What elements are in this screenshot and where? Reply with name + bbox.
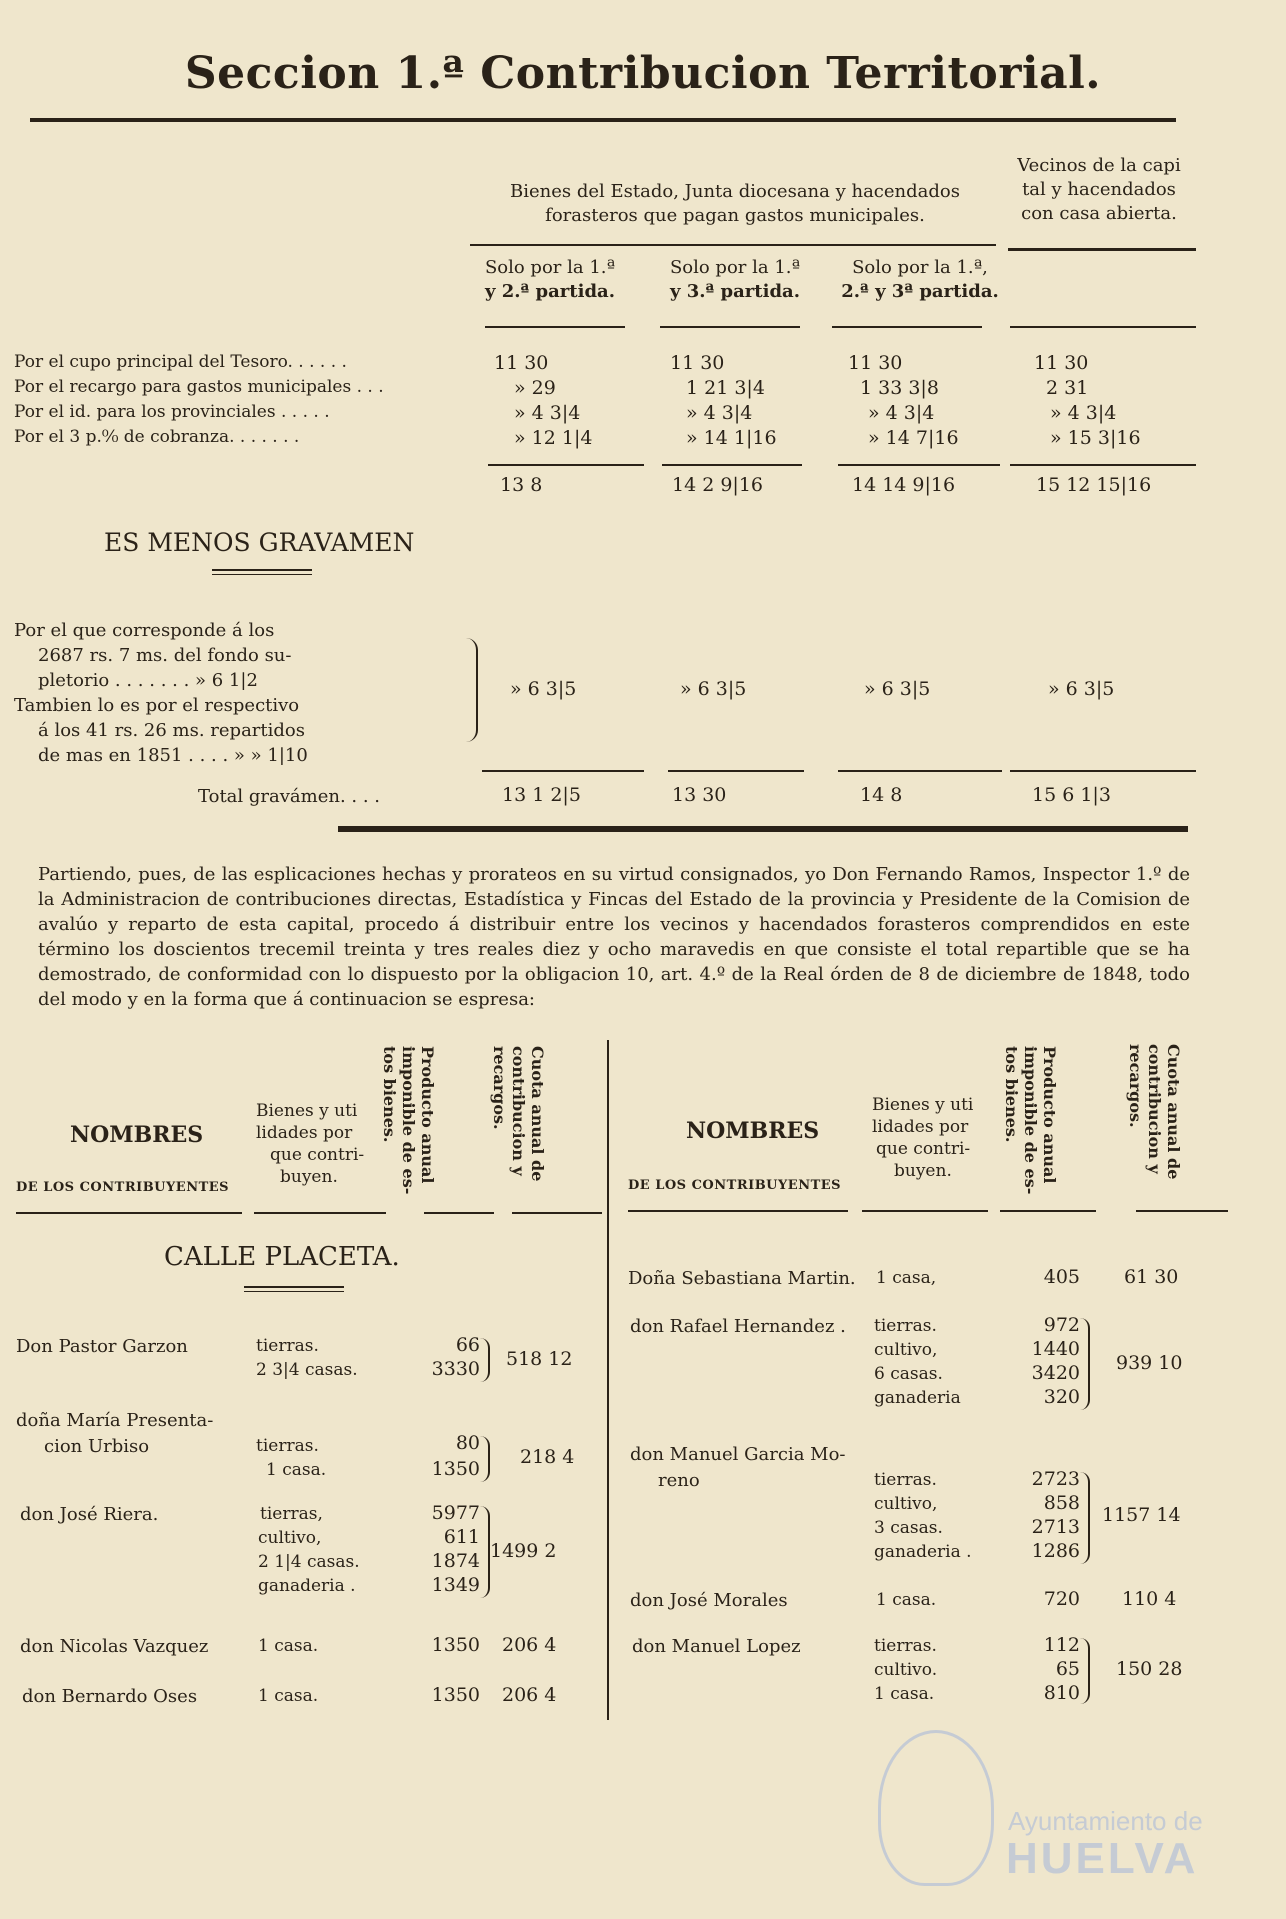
sum-rule: [488, 464, 644, 466]
producto-header: Producto anual imponible de es-tos bienes.: [380, 1046, 437, 1195]
item-value: 1350: [431, 1684, 480, 1706]
watermark-line: HUELVA: [1006, 1834, 1199, 1883]
row-value: 11 30: [494, 352, 549, 374]
total-rule: [838, 770, 1002, 772]
group-rule-2: [1008, 248, 1196, 251]
row-value: 1 33 3|8: [860, 377, 939, 399]
cuota-value: 518 12: [506, 1348, 573, 1370]
row-value: 11 30: [848, 352, 903, 374]
intro-paragraph: Partiendo, pues, de las esplicaciones hechas y prorateos en su virtud consignados, yo Don Fernando Ramos, Inspector 1.º de la Administracion de contribuciones directas, Estadística y Fincas del Estado de la provincia y Presidente de la Comision de avalúo y reparto de esta capital, procedo á distribuir entre los vecinos y hacendados forasteros comprendidos en este término los doscientos trecemil treinta y tres reales diez y ocho maravedis en que consiste el total repartible que se ha demostrado, de conformidad con lo dispuesto por la obligacion 10, art. 4.º de la Real órden de 8 de diciembre de 1848, todo del modo y en la forma que á continuacion se espresa:: [38, 864, 1190, 1010]
top-table-rows: [14, 352, 1204, 452]
subtotal-value: 14 14 9|16: [852, 474, 956, 496]
group-header-2-line: Vecinos de la capi: [1017, 155, 1181, 176]
menos-line: 2687 rs. 7 ms. del fondo su-: [38, 645, 292, 666]
col-rule: [660, 326, 800, 328]
contributor-name: reno: [658, 1470, 700, 1491]
section-rule: [338, 826, 1188, 832]
menos-rule: [212, 574, 312, 575]
subheader-line: 2.ª y 3ª partida.: [841, 281, 999, 302]
right-entry: [628, 1268, 1228, 1308]
menos-line: Tambien lo es por el respectivo: [14, 695, 300, 716]
cuota-value: 206 4: [502, 1634, 557, 1656]
group-header-1: [470, 180, 1000, 228]
cuota-value: 1157 14: [1102, 1504, 1181, 1526]
top-row: [14, 352, 1204, 377]
right-entry: [628, 1316, 1228, 1426]
menos-line: á los 41 rs. 26 ms. repartidos: [38, 720, 305, 741]
total-rule: [482, 770, 644, 772]
item-value: 1286: [1031, 1540, 1080, 1562]
entry-brace: [480, 1506, 490, 1598]
item-label: 1 casa.: [258, 1636, 319, 1656]
left-column-headers: [12, 1040, 612, 1220]
item-value: 3330: [431, 1358, 480, 1380]
col-rule: [485, 326, 625, 328]
row-label: Por el cupo principal del Tesoro. . . . . .: [14, 352, 347, 372]
row-value: 2 31: [1046, 377, 1089, 399]
item-label: cultivo,: [258, 1528, 322, 1548]
contributor-name: Don Pastor Garzon: [16, 1336, 188, 1357]
top-row: [14, 402, 1204, 427]
menos-value: » 6 3|5: [1048, 678, 1115, 700]
item-label: 1 casa.: [876, 1590, 937, 1610]
group-rule-1: [470, 244, 996, 246]
row-value: 11 30: [670, 352, 725, 374]
item-value: 3420: [1031, 1362, 1080, 1384]
item-label: 1 casa.: [266, 1460, 327, 1480]
group-header-2-line: tal y hacendados: [1022, 179, 1176, 200]
row-value: » 14 7|16: [868, 427, 959, 449]
nombres-header: NOMBRES: [686, 1118, 820, 1144]
cuota-value: 939 10: [1116, 1352, 1183, 1374]
bienes-header-line: Bienes y uti: [256, 1101, 358, 1121]
total-rule: [668, 770, 804, 772]
watermark-line: Ayuntamiento de: [1008, 1806, 1203, 1836]
subtotal-value: 15 12 15|16: [1036, 474, 1152, 496]
sum-rule: [1010, 464, 1196, 466]
bienes-header-line: buyen.: [894, 1161, 952, 1181]
row-value: 1 21 3|4: [686, 377, 765, 399]
row-value: » 14 1|16: [686, 427, 777, 449]
total-value: 15 6 1|3: [1032, 784, 1111, 806]
contributor-name: don José Riera.: [20, 1504, 159, 1525]
item-value: 5977: [431, 1502, 480, 1524]
entry-brace: [1080, 1472, 1090, 1564]
row-label: Por el recargo para gastos municipales . . .: [14, 377, 384, 397]
item-value: 1350: [431, 1634, 480, 1656]
nombres-header: NOMBRES: [70, 1122, 204, 1148]
street-rule: [244, 1291, 344, 1292]
total-label: Total gravámen. . . .: [198, 786, 381, 807]
item-label: ganaderia .: [258, 1576, 356, 1596]
right-column-headers: [624, 1040, 1224, 1220]
row-value: » 4 3|4: [686, 402, 753, 424]
bienes-header-line: Bienes y uti: [872, 1095, 974, 1115]
item-label: ganaderia: [874, 1388, 961, 1408]
subheader-3: [830, 256, 1010, 304]
menos-text: [14, 618, 464, 768]
item-label: 2 3|4 casas.: [256, 1360, 358, 1380]
header-rule: [254, 1212, 386, 1214]
item-label: 2 1|4 casas.: [258, 1552, 360, 1572]
total-value: 14 8: [860, 784, 903, 806]
bienes-header-line: que contri-: [876, 1139, 971, 1159]
right-entry: [628, 1590, 1228, 1630]
bienes-header-line: que contri-: [270, 1145, 365, 1165]
top-row: [14, 427, 1204, 452]
item-label: tierras.: [874, 1316, 937, 1336]
item-value: 2713: [1031, 1516, 1080, 1538]
left-entry: [16, 1504, 596, 1624]
item-label: 6 casas.: [874, 1364, 943, 1384]
title-rule: [30, 118, 1176, 122]
subheader-line: Solo por la 1.ª: [484, 257, 616, 278]
group-header-2: [1004, 154, 1194, 226]
page-title: Seccion 1.ª Contribucion Territorial.: [184, 48, 1102, 99]
row-value: 11 30: [1034, 352, 1089, 374]
cuota-value: 206 4: [502, 1684, 557, 1706]
contributor-name: cion Urbiso: [44, 1436, 150, 1457]
cuota-value: 150 28: [1116, 1658, 1183, 1680]
group-header-1-line: forasteros que pagan gastos municipales.: [545, 205, 925, 226]
item-label: tierras.: [256, 1436, 319, 1456]
right-entry: [628, 1444, 1228, 1574]
item-label: ganaderia .: [874, 1542, 972, 1562]
menos-rule: [212, 569, 312, 571]
item-value: 1874: [431, 1550, 480, 1572]
item-label: cultivo,: [874, 1340, 938, 1360]
header-rule: [628, 1210, 848, 1212]
header-rule: [512, 1212, 602, 1214]
menos-title: ES MENOS GRAVAMEN: [104, 528, 415, 557]
menos-brace: [466, 638, 478, 742]
contributor-name: don Bernardo Oses: [22, 1686, 198, 1707]
item-value: 1349: [431, 1574, 480, 1596]
item-label: tierras,: [260, 1504, 323, 1524]
item-label: 1 casa.: [258, 1686, 319, 1706]
item-value: 320: [1043, 1386, 1080, 1408]
subtotal-value: 14 2 9|16: [672, 474, 764, 496]
entry-brace: [480, 1338, 490, 1382]
item-label: cultivo,: [874, 1494, 938, 1514]
left-entry: [16, 1410, 596, 1510]
row-label: Por el 3 p.⁰⁄₀ de cobranza. . . . . . .: [14, 427, 300, 447]
total-value: 13 30: [672, 784, 727, 806]
row-label: Por el id. para los provinciales . . . . .: [14, 402, 330, 422]
header-rule: [862, 1210, 988, 1212]
row-value: » 4 3|4: [514, 402, 581, 424]
item-label: 1 casa.: [874, 1684, 935, 1704]
cuota-value: 1499 2: [490, 1540, 557, 1562]
header-rule: [1000, 1210, 1096, 1212]
cuota-header: Cuota anual de contribucion y recargos.: [490, 1046, 547, 1182]
item-label: tierras.: [256, 1336, 319, 1356]
menos-line: Por el que corresponde á los: [14, 620, 275, 641]
entry-brace: [1080, 1318, 1090, 1410]
left-entry: [16, 1686, 596, 1726]
cuota-value: 218 4: [520, 1446, 575, 1468]
item-label: tierras.: [874, 1470, 937, 1490]
subheader-1: [465, 256, 635, 304]
right-entry: [628, 1636, 1228, 1726]
row-value: » 12 1|4: [514, 427, 593, 449]
item-value: 80: [455, 1432, 480, 1454]
contributor-name: don José Morales: [630, 1590, 788, 1611]
item-label: tierras.: [874, 1636, 937, 1656]
bienes-header-line: buyen.: [280, 1167, 338, 1187]
item-value: 720: [1043, 1588, 1080, 1610]
subtotal-value: 13 8: [500, 474, 543, 496]
item-value: 1440: [1031, 1338, 1080, 1360]
left-entry: [16, 1336, 596, 1410]
sum-rule: [838, 464, 1000, 466]
item-value: 2723: [1031, 1468, 1080, 1490]
item-value: 405: [1043, 1266, 1080, 1288]
item-value: 611: [443, 1526, 480, 1548]
header-rule: [424, 1212, 494, 1214]
contributor-name: don Manuel Lopez: [632, 1636, 801, 1657]
col-rule: [832, 326, 982, 328]
item-value: 972: [1043, 1314, 1080, 1336]
cuota-value: 61 30: [1124, 1266, 1179, 1288]
item-value: 1350: [431, 1458, 480, 1480]
bienes-header-line: lidades por: [872, 1117, 969, 1137]
street-rule: [244, 1286, 344, 1288]
left-entry: [16, 1636, 596, 1676]
menos-value: » 6 3|5: [680, 678, 747, 700]
bienes-header: [872, 1094, 973, 1182]
menos-value: » 6 3|5: [510, 678, 577, 700]
total-rule: [1010, 770, 1196, 772]
contributor-name: don Rafael Hernandez .: [630, 1316, 846, 1337]
item-value: 112: [1043, 1634, 1080, 1656]
cuota-value: 110 4: [1122, 1588, 1177, 1610]
item-value: 66: [455, 1334, 480, 1356]
contributor-name: don Nicolas Vazquez: [20, 1636, 209, 1657]
sum-rule: [662, 464, 802, 466]
row-value: » 29: [514, 377, 556, 399]
menos-line: de mas en 1851 . . . . » » 1|10: [38, 745, 308, 766]
row-value: » 4 3|4: [1050, 402, 1117, 424]
subheader-line: y 3.ª partida.: [670, 281, 800, 302]
subheader-line: Solo por la 1.ª: [669, 257, 801, 278]
group-header-2-line: con casa abierta.: [1021, 203, 1177, 224]
header-rule: [1136, 1210, 1228, 1212]
menos-value: » 6 3|5: [864, 678, 931, 700]
item-label: 1 casa,: [876, 1268, 937, 1288]
col-rule: [1010, 326, 1196, 328]
contribuyentes-header: DE LOS CONTRIBUYENTES: [628, 1178, 842, 1193]
contributor-name: don Manuel Garcia Mo-: [630, 1444, 846, 1465]
header-rule: [16, 1212, 242, 1214]
contributor-name: Doña Sebastiana Martin.: [628, 1268, 856, 1289]
item-value: 65: [1055, 1658, 1080, 1680]
bienes-header: [256, 1100, 364, 1188]
item-label: cultivo.: [874, 1660, 938, 1680]
item-value: 858: [1043, 1492, 1080, 1514]
contributor-name: doña María Presenta-: [16, 1410, 214, 1431]
subheader-line: y 2.ª partida.: [485, 281, 615, 302]
contribuyentes-header: DE LOS CONTRIBUYENTES: [16, 1180, 230, 1195]
subheader-2: [650, 256, 820, 304]
cuota-header: Cuota anual de contribucion y recargos.: [1126, 1044, 1183, 1180]
row-value: » 4 3|4: [868, 402, 935, 424]
group-header-1-line: Bienes del Estado, Junta diocesana y hacendados: [510, 181, 960, 202]
total-value: 13 1 2|5: [502, 784, 581, 806]
row-value: » 15 3|16: [1050, 427, 1141, 449]
city-seal-icon: [878, 1730, 994, 1886]
bienes-header-line: lidades por: [256, 1123, 353, 1143]
menos-line: pletorio . . . . . . . » 6 1|2: [38, 670, 258, 691]
item-value: 810: [1043, 1682, 1080, 1704]
producto-header: Producto anual imponible de es-tos bienes.: [1002, 1046, 1059, 1195]
subheader-line: Solo por la 1.ª,: [852, 257, 988, 278]
street-heading: CALLE PLACETA.: [164, 1242, 400, 1272]
entry-brace: [480, 1436, 490, 1482]
top-row: [14, 377, 1204, 402]
item-label: 3 casas.: [874, 1518, 943, 1538]
entry-brace: [1080, 1638, 1090, 1704]
